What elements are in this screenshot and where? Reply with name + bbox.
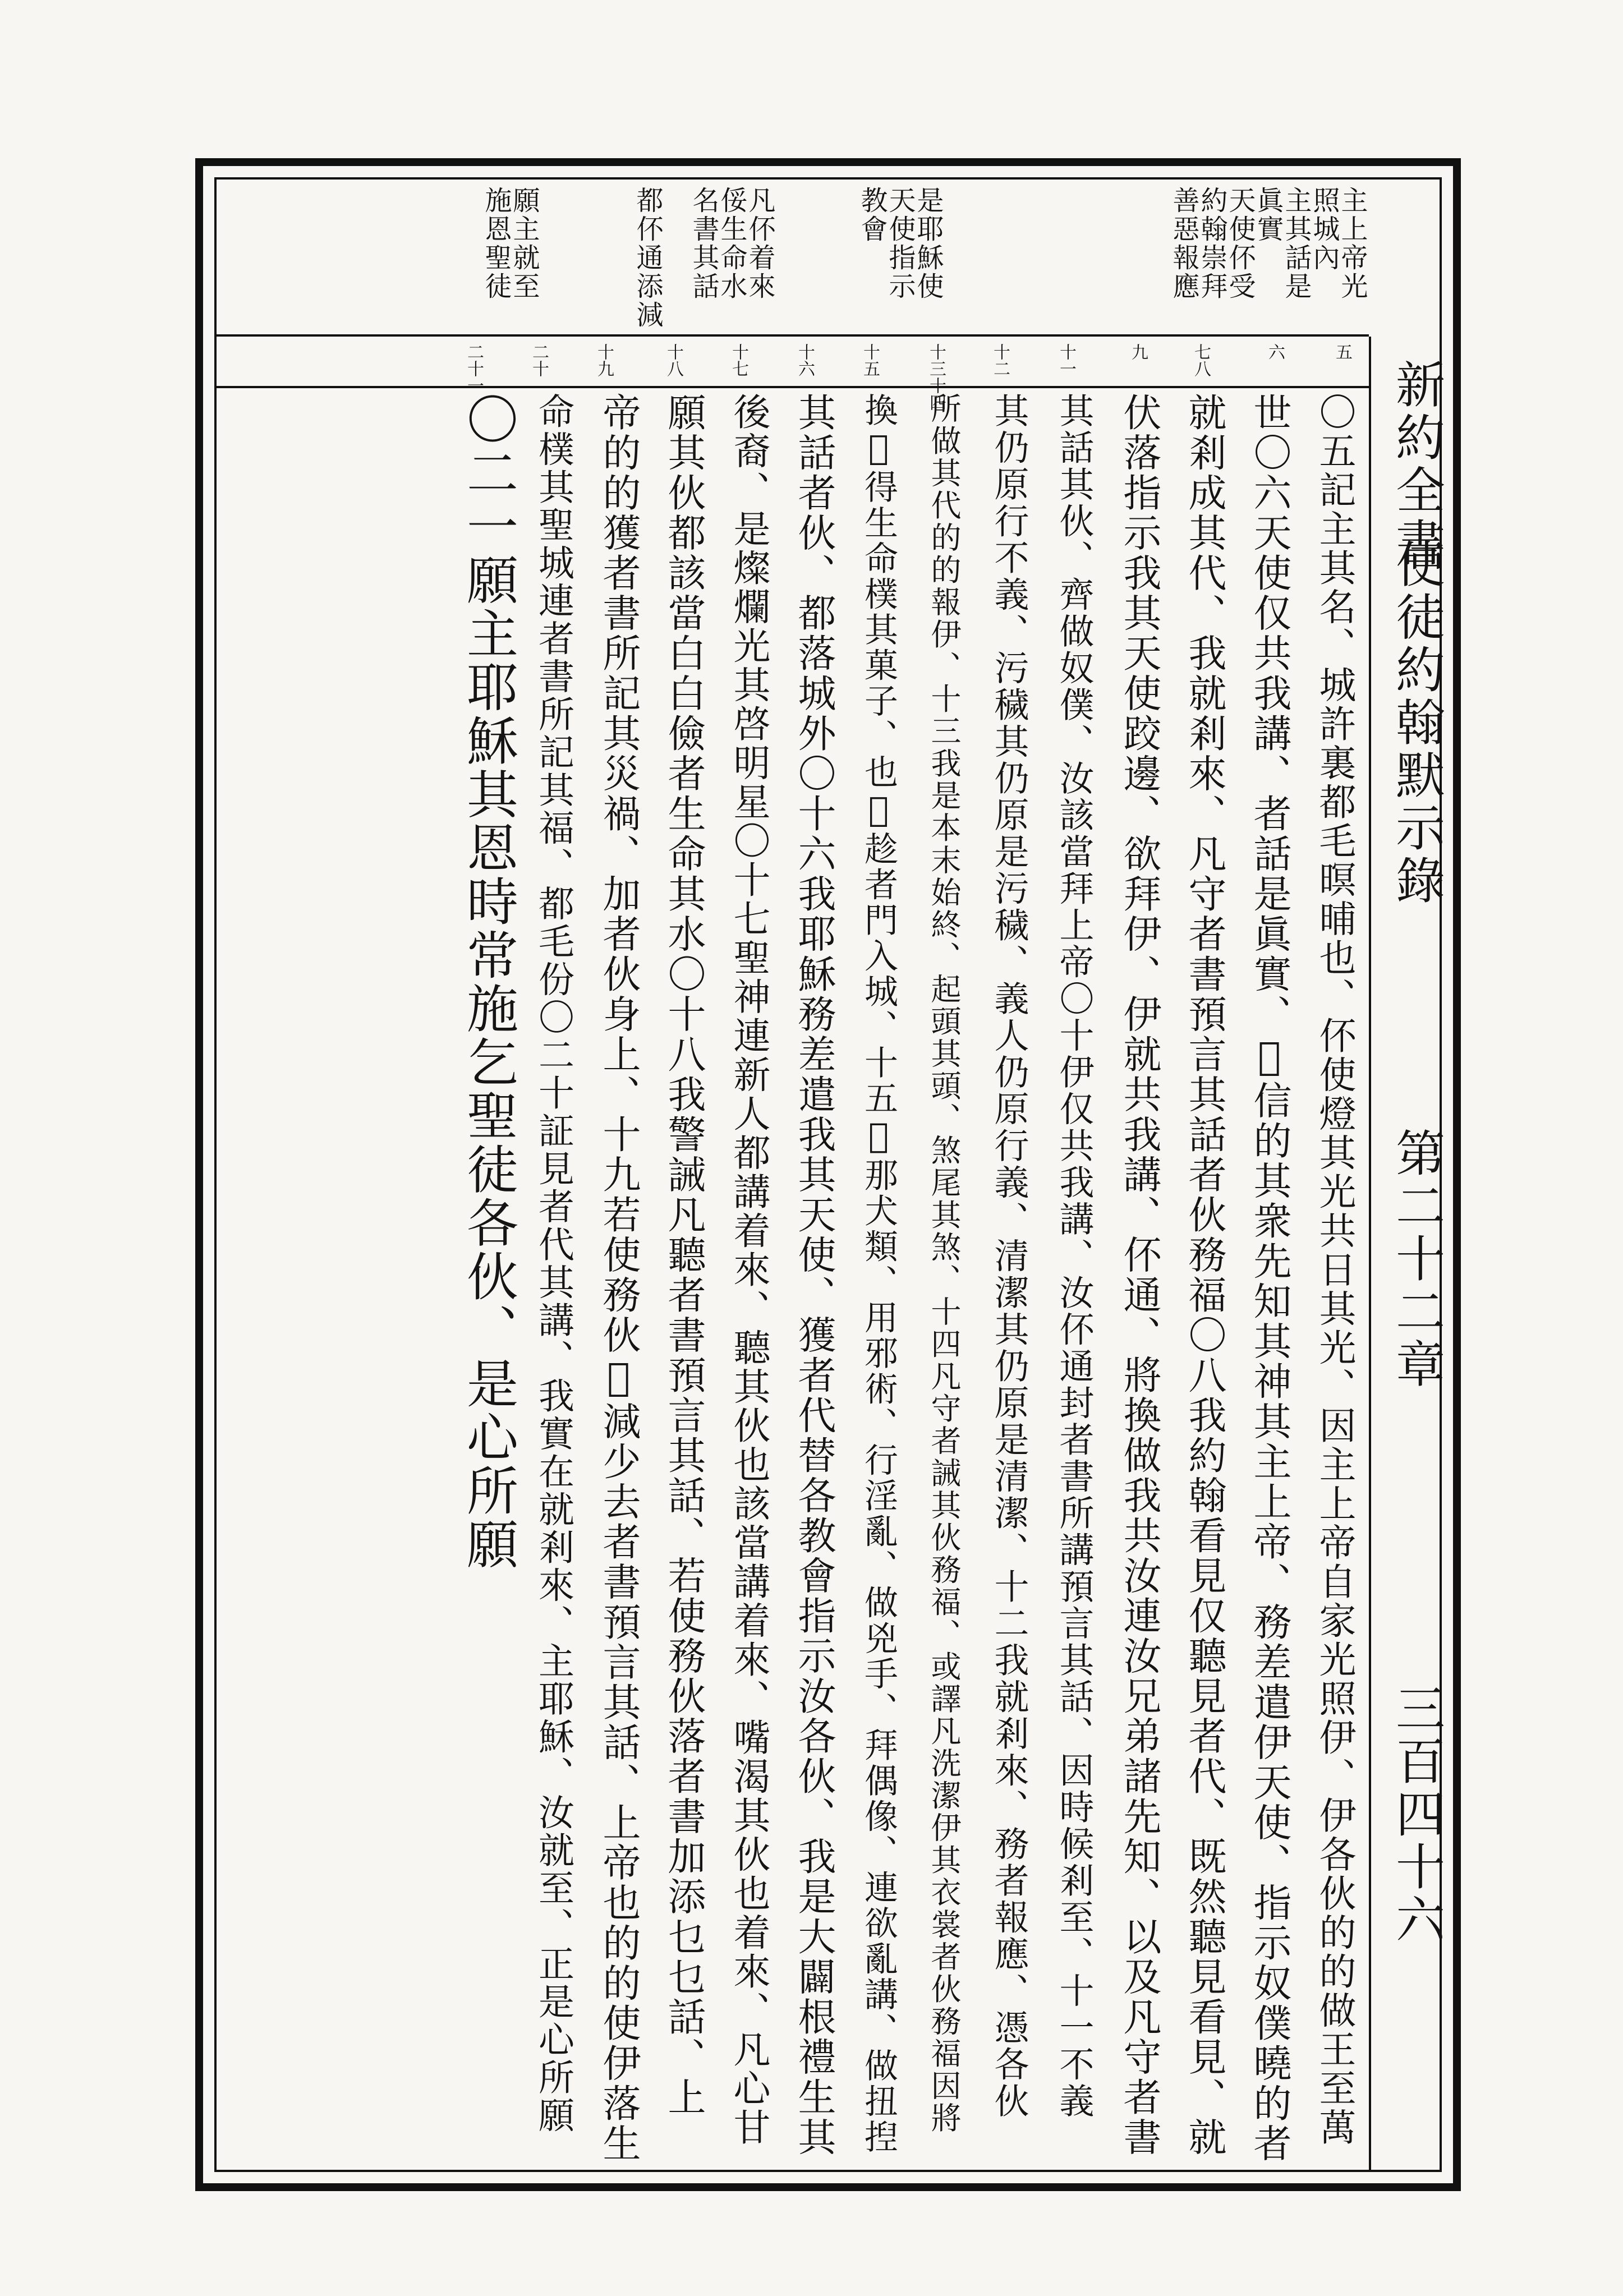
verse-number: 七八	[1191, 343, 1211, 377]
gloss: 教會	[856, 186, 888, 243]
gloss: 施恩聖徒	[480, 186, 512, 301]
verse-number: 十八	[664, 343, 683, 377]
gloss: 凡伓着來	[744, 186, 775, 301]
text-column: 命樸其聖城連者書所記其福、都毛份〇二十証見者代其講、我實在就剎來、主耶穌、汝就至、正是心所願	[532, 393, 574, 2134]
book-subtitle: 使徒約翰默示錄	[1388, 539, 1446, 908]
text-column: 後裔、是燦爛光其啓明星〇十七聖神連新人都講着來、聽其伙也該當講着來、嘴渴其伙也着來、凡心甘	[727, 393, 770, 2147]
gloss: 願主就至	[508, 186, 540, 301]
verse-number: 二十一	[464, 343, 484, 394]
text-column: 帝的的獲者書所記其災禍、加者伙身上、十九若使務伙𠎤減少去者書預言其話、上帝也的的使伊落生	[596, 393, 641, 2164]
gloss: 約翰崇拜	[1196, 186, 1227, 301]
text-column: 換𠎤得生命樸其菓子、也𠎤趁者門入城、十五𠎤那犬類、用邪術、行淫亂、做兇手、拜偶像、連欲亂講、做扭揑	[859, 393, 898, 2155]
gloss: 天使伓受	[1224, 186, 1256, 301]
text-column: 伏落指示我其天使跤邊、欲拜伊、伊就共我講、伓通、將換做我共汝連汝兄弟諸先知、以及凡守者書	[1117, 393, 1161, 2157]
gloss: 眞實	[1252, 186, 1284, 243]
verse-number: 十三十四	[926, 343, 946, 411]
text-column: 所做其代的的報伊、十三我是本末始終、起頭其頭、煞尾其煞、十四凡守者誡其伙務福、或譯凡洗潔伊其衣裳者伙務福因將	[926, 393, 962, 2134]
text-column: 〇二一願主耶穌其恩時常施乞聖徒各伙、是心所願	[458, 393, 518, 1571]
chapter-heading: 第二十二章	[1388, 1128, 1446, 1391]
text-column: 就剎成其代、我就剎來、凡守者書預言其話者伙務福〇八我約翰看見仅聽見者代、既然聽見看見、就	[1182, 393, 1226, 2157]
gloss: 名書其話	[688, 186, 719, 301]
gloss: 主上帝光	[1336, 186, 1368, 301]
text-column: 世〇六天使仅共我講、者話是眞實、𠎤信的其衆先知其神其主上帝、務差遣伊天使、指示奴僕曉的者	[1247, 393, 1291, 2164]
gloss: 都伓通添減	[632, 186, 663, 329]
verse-number: 十一	[1056, 343, 1076, 377]
verse-number: 十六	[795, 343, 815, 377]
text-column: 願其伙都該當白白儉者生命其水〇十八我警誡凡聽者書預言其話、若使務伙落者書加添乜乜話、上	[661, 393, 706, 2118]
text-column: 〇五記主其名、城許裏都毛暝晡也、伓使燈其光共日其光、因主上帝自家光照伊、伊各伙的的做王至萬	[1313, 393, 1356, 2147]
gloss: 善惡報應	[1168, 186, 1199, 301]
verse-number: 二十	[529, 343, 549, 377]
verse-number: 十二	[990, 343, 1010, 377]
verse-number: 六	[1265, 343, 1285, 360]
text-column: 其話者伙、都落城外〇十六我耶穌務差遣我其天使、獲者代替各教會指示汝各伙、我是大闢根禮生其	[792, 393, 836, 2157]
gloss: 是耶穌使	[912, 186, 944, 301]
page-number: 三百四十六	[1388, 1683, 1446, 1947]
verse-number: 十七	[729, 343, 748, 377]
book-title: 新約全書	[1388, 359, 1446, 570]
verse-number: 十九	[594, 343, 614, 377]
gloss: 天使指示	[884, 186, 916, 301]
gloss: 照城內	[1308, 186, 1340, 272]
text-column: 其仍原行不義、污穢其仍原是污穢、義人仍原行義、清潔其仍原是清潔、十二我就剎來、務者報應、憑各伙	[988, 393, 1029, 2120]
gloss: 主其話是	[1280, 186, 1312, 301]
gloss: 俀生命水	[716, 186, 747, 301]
verse-number: 十五	[860, 343, 880, 377]
verse-number: 五	[1332, 343, 1352, 360]
text-column: 其話其伙、齊做奴僕、汝該當拜上帝〇十伊仅共我講、汝伓通封者書所講預言其話、因時候剎至、十一不義	[1054, 393, 1095, 2120]
verse-number: 九	[1128, 343, 1148, 360]
